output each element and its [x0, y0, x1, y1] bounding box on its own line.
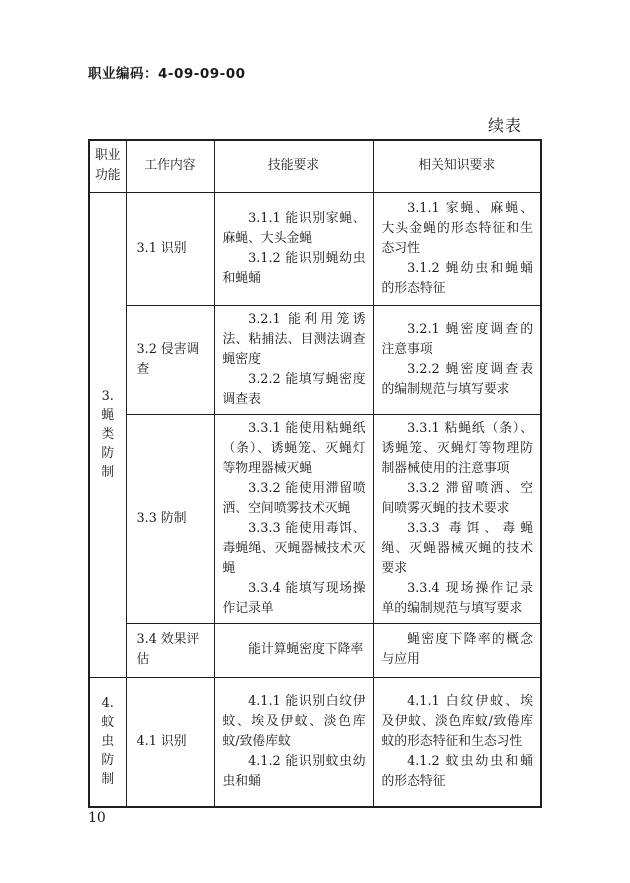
- skill-cell: [214, 623, 373, 677]
- skill-item: 能计算蝇密度下降率: [248, 642, 364, 657]
- skill-item: 3.3.3 能使用毒饵、毒蝇绳、灭蝇器械技术灭蝇: [222, 520, 366, 576]
- knowledge-item: 3.3.4 现场操作记录单的编制规范与填写要求: [381, 580, 533, 616]
- skill-cell: [214, 192, 373, 305]
- page-number: 10: [88, 810, 106, 826]
- header-row: [89, 140, 541, 192]
- knowledge-item: 蝇密度下降率的概念与应用: [381, 632, 533, 667]
- skill-item: 3.2.1 能利用笼诱法、粘捕法、目测法调查蝇密度: [222, 311, 366, 367]
- knowledge-cell: [373, 623, 541, 677]
- skill-item: 3.1.2 能识别蝇幼虫和蝇蛹: [222, 250, 366, 286]
- skill-cell: [214, 414, 373, 623]
- knowledge-item: 4.1.2 蚊虫幼虫和蛹的形态特征: [381, 753, 533, 789]
- skill-cell: [214, 305, 373, 414]
- work-cell: 3.2 侵害调查: [126, 305, 214, 414]
- skill-item: 4.1.2 能识别蚊虫幼虫和蛹: [222, 753, 366, 789]
- table-row: [89, 677, 541, 807]
- skill-item: 3.3.1 能使用粘蝇纸（条）、诱蝇笼、灭蝇灯等物理器械灭蝇: [222, 420, 366, 476]
- function-cell: 3.蝇类防制: [89, 192, 126, 677]
- skill-item: 3.3.2 能使用滞留喷洒、空间喷雾技术灭蝇: [222, 480, 366, 516]
- skill-item: 3.3.4 能填写现场操作记录单: [222, 580, 366, 616]
- skills-table: [88, 139, 542, 808]
- knowledge-item: 3.1.2 蝇幼虫和蝇蛹的形态特征: [381, 260, 533, 296]
- work-cell: 3.4 效果评估: [126, 623, 214, 677]
- knowledge-cell: [373, 677, 541, 807]
- knowledge-item: 3.3.2 滞留喷洒、空间喷雾灭蝇的技术要求: [381, 480, 533, 516]
- table-row: [89, 623, 541, 677]
- occupation-code: 职业编码：4-09-09-00: [88, 66, 246, 82]
- knowledge-item: 3.3.1 粘蝇纸（条）、诱蝇笼、灭蝇灯等物理防制器械使用的注意事项: [381, 420, 533, 476]
- table-row: [89, 192, 541, 305]
- header-function: 职业功能: [89, 140, 126, 192]
- work-cell: 4.1 识别: [126, 677, 214, 807]
- knowledge-item: 3.2.2 蝇密度调查表的编制规范与填写要求: [381, 361, 533, 397]
- table-row: [89, 305, 541, 414]
- header-work: 工作内容: [126, 140, 214, 192]
- skill-item: 4.1.1 能识别白纹伊蚊、埃及伊蚊、淡色库蚊/致倦库蚊: [222, 693, 366, 749]
- skill-cell: [214, 677, 373, 807]
- knowledge-item: 3.1.1 家蝇、麻蝇、大头金蝇的形态特征和生态习性: [381, 200, 533, 256]
- skill-item: 3.2.2 能填写蝇密度调查表: [222, 371, 366, 407]
- knowledge-cell: [373, 192, 541, 305]
- header-knowledge: 相关知识要求: [373, 140, 541, 192]
- table-row: [89, 414, 541, 623]
- knowledge-item: 3.2.1 蝇密度调查的注意事项: [381, 321, 533, 357]
- knowledge-cell: [373, 305, 541, 414]
- knowledge-item: 3.3.3 毒饵、毒蝇绳、灭蝇器械灭蝇的技术要求: [381, 520, 533, 576]
- work-cell: 3.3 防制: [126, 414, 214, 623]
- function-cell: 4.蚊虫防制: [89, 677, 126, 807]
- skill-item: 3.1.1 能识别家蝇、麻蝇、大头金蝇: [222, 210, 366, 246]
- header-skill: 技能要求: [214, 140, 373, 192]
- knowledge-cell: [373, 414, 541, 623]
- work-cell: 3.1 识别: [126, 192, 214, 305]
- continued-label: 续表: [488, 116, 523, 135]
- knowledge-item: 4.1.1 白纹伊蚊、埃及伊蚊、淡色库蚊/致倦库蚊的形态特征和生态习性: [381, 693, 533, 749]
